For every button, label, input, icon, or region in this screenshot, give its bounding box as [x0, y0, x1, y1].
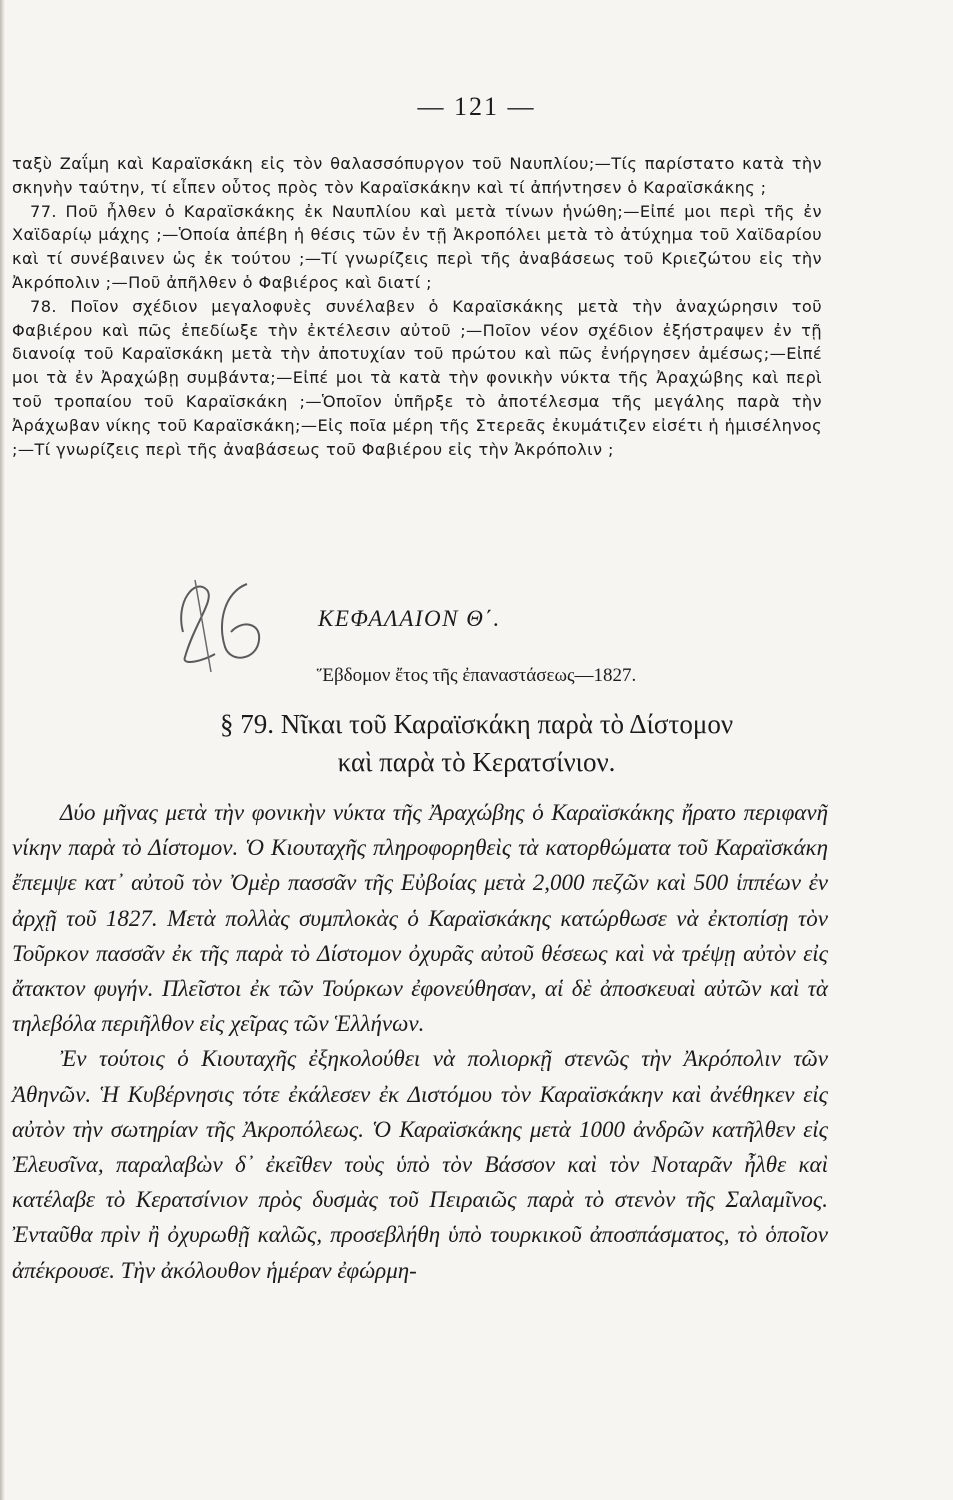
- section-heading: [0, 705, 953, 781]
- narrative-text: [12, 795, 828, 1288]
- page-number: — 121 —: [417, 92, 536, 121]
- question-paragraph: ταξὺ Ζαΐμη καὶ Καραϊσκάκη εἰς τὸν θαλασσόπυργον τοῦ Ναυπλίου;—Τίς παρίστατο κατὰ τὴν σκηνὴν ταύτην, τί εἶπεν οὗτος πρὸς τὸν Καραϊσκάκην καὶ τί ἀπήντησεν ὁ Καραϊσκάκης ;: [12, 154, 822, 197]
- narrative-paragraph: Ἐν τούτοις ὁ Κιουταχῆς ἐξηκολούθει νὰ πολιορκῇ στενῶς τὴν Ἀκρόπολιν τῶν Ἀθηνῶν. Ἡ Κυβέρνησις τότε ἐκάλεσεν ἐκ Διστόμου τὸν Καραϊσκάκην καὶ ἀνέθηκεν εἰς αὐτὸν τὴν σωτηρίαν τῆς Ἀκροπόλεως. Ὁ Καραϊσκάκης μετὰ 1000 ἀνδρῶν κατῆλθεν εἰς Ἐλευσῖνα, παραλαβὼν δ᾽ ἐκεῖθεν τοὺς ὑπὸ τὸν Βάσσον καὶ τὸν Νοταρᾶν ἦλθε καὶ κατέλαβε τὸ Κερατσίνιον πρὸς δυσμὰς τοῦ Πειραιῶς παρὰ τὸ στενὸν τῆς Σαλαμῖνος. Ἐνταῦθα πρὶν ἢ ὀχυρωθῇ καλῶς, προσεβλήθη ὑπὸ τουρκικοῦ ἀποσπάσματος, τὸ ὁποῖον ἀπέκρουσε. Τὴν ἀκόλουθον ἡμέραν ἐφώρμη-: [12, 1046, 828, 1283]
- narrative-paragraph: Δύο μῆνας μετὰ τὴν φονικὴν νύκτα τῆς Ἀραχώβης ὁ Καραϊσκάκης ἤρατο περιφανῆ νίκην παρὰ τὸ Δίστομον. Ὁ Κιουταχῆς πληροφορηθεὶς τὰ κατορθώματα τοῦ Καραϊσκάκη ἔπεμψε κατ᾽ αὐτοῦ τὸν Ὀμὲρ πασσᾶν τῆς Εὐβοίας μετὰ 2,000 πεζῶν καὶ 500 ἱππέων ἐν ἀρχῇ τοῦ 1827. Μετὰ πολλὰς συμπλοκὰς ὁ Καραϊσκάκης κατώρθωσε νὰ ἐκτοπίσῃ τὸν Τοῦρκον πασσᾶν ἐκ τῆς παρὰ τὸ Δίστομον ὀχυρᾶς αὐτοῦ θέσεως καὶ νὰ τρέψῃ αὐτὸν εἰς ἄτακτον φυγήν. Πλεῖστοι ἐκ τῶν Τούρκων ἐφονεύθησαν, αἱ δὲ ἀποσκευαὶ αὐτῶν καὶ τὰ τηλεβόλα περιῆλθον εἰς χεῖρας τῶν Ἑλλήνων.: [12, 800, 828, 1037]
- chapter-title: ΚΕΦΑΛΑΙΟΝ Θ΄.: [318, 606, 501, 631]
- question-paragraph: 77. Ποῦ ἦλθεν ὁ Καραϊσκάκης ἐκ Ναυπλίου καὶ μετὰ τίνων ἡνώθη;—Εἰπέ μοι περὶ τῆς ἐν Χαϊδαρίῳ μάχης ;—Ὁποία ἀπέβη ἡ θέσις τῶν ἐν τῇ Ἀκροπόλει μετὰ τὸ ἀτύχημα τοῦ Χαϊδαρίου καὶ τί συνέβαινεν ὡς ἐκ τούτου ;—Τί γνωρίζεις περὶ τῆς ἀναβάσεως τοῦ Κριεζώτου εἰς τὴν Ἀκρόπολιν ;—Ποῦ ἀπῆλθεν ὁ Φαβιέρος καὶ διατί ;: [12, 201, 822, 292]
- section-heading-line: § 79. Νῖκαι τοῦ Καραϊσκάκη παρὰ τὸ Δίστομον: [219, 709, 734, 739]
- question-paragraph: 78. Ποῖον σχέδιον μεγαλοφυὲς συνέλαβεν ὁ Καραϊσκάκης μετὰ τὴν ἀναχώρησιν τοῦ Φαβιέρου καὶ πῶς ἐπεδίωξε τὴν ἐκτέλεσιν αὐτοῦ ;—Ποῖον νέον σχέδιον ἐξήστραψεν ἐν τῇ διανοίᾳ τοῦ Καραϊσκάκη μετὰ τὴν ἀποτυχίαν τοῦ πρώτου καὶ πῶς ἐνήργησεν ἀμέσως;—Εἰπέ μοι τὰ ἐν Ἀραχώβῃ συμβάντα;—Εἰπέ μοι τὰ κατὰ τὴν φονικὴν νύκτα τῆς Ἀραχώβης καὶ περὶ τοῦ τροπαίου τοῦ Καραϊσκάκη ;—Ὁποῖον ὑπῆρξε τὸ ἀποτέλεσμα τῆς μεγάλης παρὰ τὴν Ἀράχωβαν νίκης τοῦ Καραϊσκάκη;—Εἰς ποῖα μέρη τῆς Στερεᾶς ἐκυμάτιζεν εἰσέτι ἡ ἡμισέληνος ;—Τί γνωρίζεις περὶ τῆς ἀναβάσεως τοῦ Φαβιέρου εἰς τὴν Ἀκρόπολιν ;: [12, 296, 822, 459]
- review-questions: [12, 152, 822, 461]
- chapter-subtitle: Ἕβδομον ἔτος τῆς ἐπαναστάσεως—1827.: [316, 665, 637, 686]
- section-heading-line: καὶ παρὰ τὸ Κερατσίνιον.: [337, 747, 616, 777]
- handwritten-mark: [155, 562, 285, 682]
